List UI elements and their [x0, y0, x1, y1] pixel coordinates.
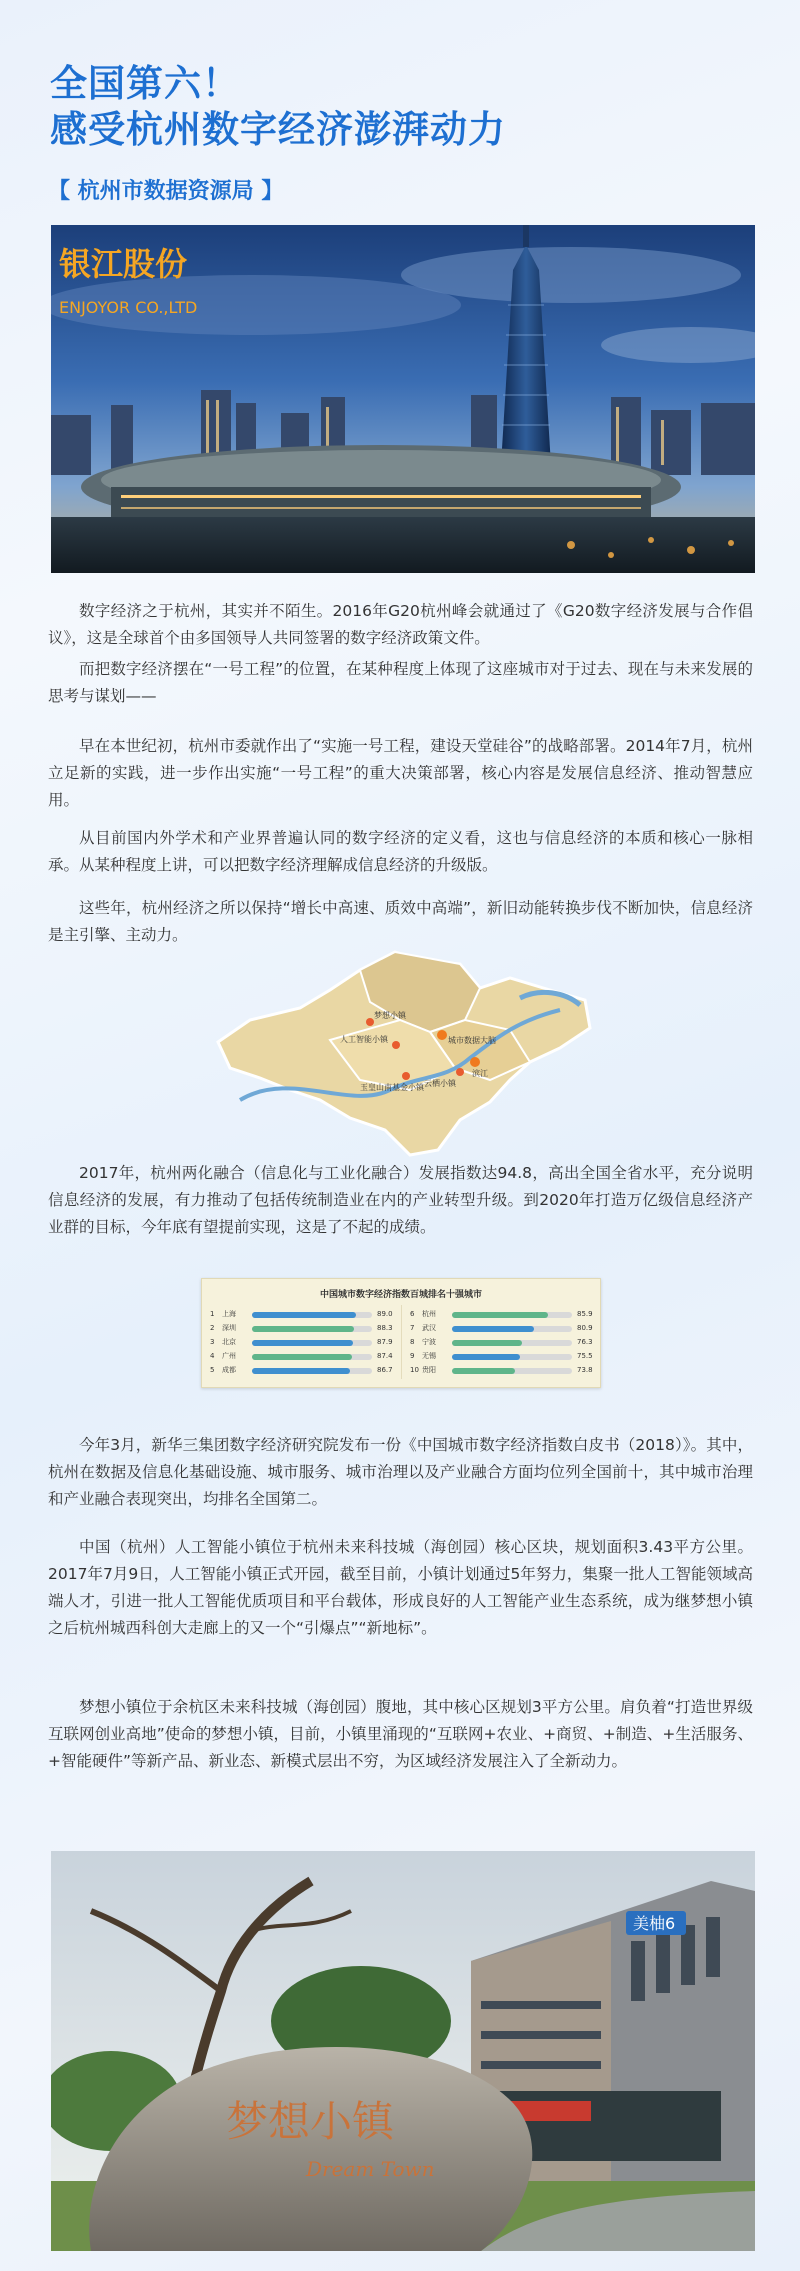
ranking-row [410, 1309, 602, 1320]
ranking-city: 广州 [222, 1352, 236, 1360]
ranking-city: 宁波 [422, 1338, 436, 1346]
ranking-bar-track [252, 1340, 372, 1346]
ranking-bar-track [252, 1312, 372, 1318]
paragraph-4: 从目前国内外学术和产业界普遍认同的数字经济的定义看，这也与信息经济的本质和核心一脉相承。从某种程度上讲，可以把数字经济理解成信息经济的升级版。 [48, 829, 753, 874]
ranking-score: 73.8 [577, 1366, 593, 1374]
ranking-bar-track [252, 1326, 372, 1332]
source-label: 【 杭州市数据资源局 】 [48, 179, 284, 204]
map-label-binjiang: 滨江 [472, 1069, 488, 1078]
ranking-score: 85.9 [577, 1310, 593, 1318]
ranking-table [201, 1278, 601, 1388]
map-label-city-brain: 城市数据大脑 [448, 1036, 496, 1045]
ranking-score: 75.5 [577, 1352, 593, 1360]
paragraph-7: 今年3月，新华三集团数字经济研究院发布一份《中国城市数字经济指数白皮书（2018）》。其中，杭州在数据及信息化基础设施、城市服务、城市治理以及产业融合方面均位列全国前十，其中城市治理和产业融合表现突出，均排名全国第二。 [48, 1436, 753, 1508]
ranking-score: 86.7 [377, 1366, 393, 1374]
ranking-city: 北京 [222, 1338, 236, 1346]
ranking-rank: 4 [210, 1352, 215, 1360]
hero-photo [51, 225, 755, 573]
ranking-row [410, 1337, 602, 1348]
hero-photo-illustration [51, 225, 755, 573]
ranking-bar [452, 1354, 520, 1360]
ranking-row [410, 1365, 602, 1376]
ranking-city: 上海 [222, 1310, 236, 1318]
ranking-bar [252, 1354, 352, 1360]
ranking-score: 80.9 [577, 1324, 593, 1332]
dream-town-illustration [51, 1851, 755, 2251]
ranking-bar-track [452, 1368, 572, 1374]
ranking-rank: 2 [210, 1324, 215, 1332]
ranking-row [410, 1323, 602, 1334]
dream-town-photo [51, 1851, 755, 2251]
ranking-rank: 7 [410, 1324, 415, 1332]
ranking-score: 76.3 [577, 1338, 593, 1346]
rock-text-en: Dream Town [306, 2157, 435, 2181]
paragraph-6: 2017年，杭州两化融合（信息化与工业化融合）发展指数达94.8，高出全国全省水平，充分说明信息经济的发展，有力推动了包括传统制造业在内的产业转型升级。到2020年打造万亿级信息经济产业群的目标，今年底有望提前实现，这是了不起的成绩。 [48, 1164, 753, 1236]
map-label-dream-town: 梦想小镇 [374, 1011, 406, 1020]
ranking-title: 中国城市数字经济指数百城排名十强城市 [319, 1290, 482, 1300]
ranking-rank: 8 [410, 1338, 415, 1346]
ranking-row [410, 1351, 602, 1362]
ranking-row [210, 1365, 402, 1376]
ranking-bar [252, 1368, 350, 1374]
ranking-city: 贵阳 [422, 1366, 436, 1374]
ranking-bar [452, 1326, 534, 1332]
ranking-rank: 1 [210, 1310, 215, 1318]
ranking-bar-track [452, 1354, 572, 1360]
hangzhou-map [210, 950, 600, 1160]
ranking-bar-track [452, 1340, 572, 1346]
ranking-city: 杭州 [422, 1310, 436, 1318]
ranking-row [210, 1351, 402, 1362]
page-title-line1: 全国第六！ [50, 62, 240, 105]
ranking-bar [452, 1312, 548, 1318]
logo-en: ENJOYOR CO.,LTD [59, 298, 198, 317]
paragraph-8: 中国（杭州）人工智能小镇位于杭州未来科技城（海创园）核心区块，规划面积3.43平方公里。2017年7月9日，人工智能小镇正式开园，截至目前，小镇计划通过5年努力，集聚一批人工智能领域高端人才，引进一批人工智能优质项目和平台载体，形成良好的人工智能产业生态系统，成为继梦想小镇之后杭州城西科创大走廊上的又一个“引爆点”“新地标”。 [48, 1538, 753, 1637]
map-label-yunqi: 云栖小镇 [424, 1079, 456, 1088]
map-label-fund-town: 玉皇山南基金小镇 [360, 1083, 424, 1092]
ranking-score: 89.0 [377, 1310, 393, 1318]
ranking-rank: 9 [410, 1352, 415, 1360]
logo-cn: 银江股份 [59, 245, 188, 283]
paragraph-3: 早在本世纪初，杭州市委就作出了“实施一号工程，建设天堂硅谷”的战略部署。2014年7月，杭州立足新的实践，进一步作出实施“一号工程”的重大决策部署，核心内容是发展信息经济、推动智慧应用。 [48, 737, 753, 809]
ranking-bar [452, 1368, 515, 1374]
ranking-city: 无锡 [422, 1352, 436, 1360]
ranking-score: 87.4 [377, 1352, 393, 1360]
ranking-city: 成都 [222, 1366, 236, 1374]
paragraph-9: 梦想小镇位于余杭区未来科技城（海创园）腹地，其中核心区规划3平方公里。肩负着“打造世界级互联网创业高地”使命的梦想小镇，目前，小镇里涌现的“互联网+农业、+商贸、+制造、+生活服务、+智能硬件”等新产品、新业态、新模式层出不穷，为区域经济发展注入了全新动力。 [48, 1698, 753, 1770]
ranking-bar-track [452, 1326, 572, 1332]
ranking-row [210, 1309, 402, 1320]
ranking-bar [252, 1312, 356, 1318]
ranking-bar-track [452, 1312, 572, 1318]
ranking-rank: 5 [210, 1366, 215, 1374]
ranking-rank: 3 [210, 1338, 215, 1346]
map-label-ai-town: 人工智能小镇 [340, 1035, 388, 1044]
page-title-line2: 感受杭州数字经济澎湃动力 [50, 108, 506, 151]
ranking-bar-track [252, 1354, 372, 1360]
paragraph-2: 而把数字经济摆在“一号工程”的位置，在某种程度上体现了这座城市对于过去、现在与未来发展的思考与谋划—— [48, 660, 753, 705]
building-sign: 美柚6 [633, 1914, 676, 1933]
ranking-row [210, 1337, 402, 1348]
ranking-row [210, 1323, 402, 1334]
ranking-city: 武汉 [422, 1324, 436, 1332]
ranking-city: 深圳 [222, 1324, 236, 1332]
ranking-bar-track [252, 1368, 372, 1374]
paragraph-5: 这些年，杭州经济之所以保持“增长中高速、质效中高端”，新旧动能转换步伐不断加快，信息经济是主引擎、主动力。 [48, 899, 753, 944]
map-illustration [210, 950, 600, 1160]
ranking-bar [452, 1340, 522, 1346]
ranking-score: 87.9 [377, 1338, 393, 1346]
ranking-rank: 10 [410, 1366, 419, 1374]
ranking-bar [252, 1326, 354, 1332]
ranking-score: 88.3 [377, 1324, 393, 1332]
ranking-bar [252, 1340, 353, 1346]
rock-text-cn: 梦想小镇 [226, 2097, 395, 2146]
ranking-rank: 6 [410, 1310, 415, 1318]
paragraph-1: 数字经济之于杭州，其实并不陌生。2016年G20杭州峰会就通过了《G20数字经济发展与合作倡议》，这是全球首个由多国领导人共同签署的数字经济政策文件。 [48, 602, 753, 647]
